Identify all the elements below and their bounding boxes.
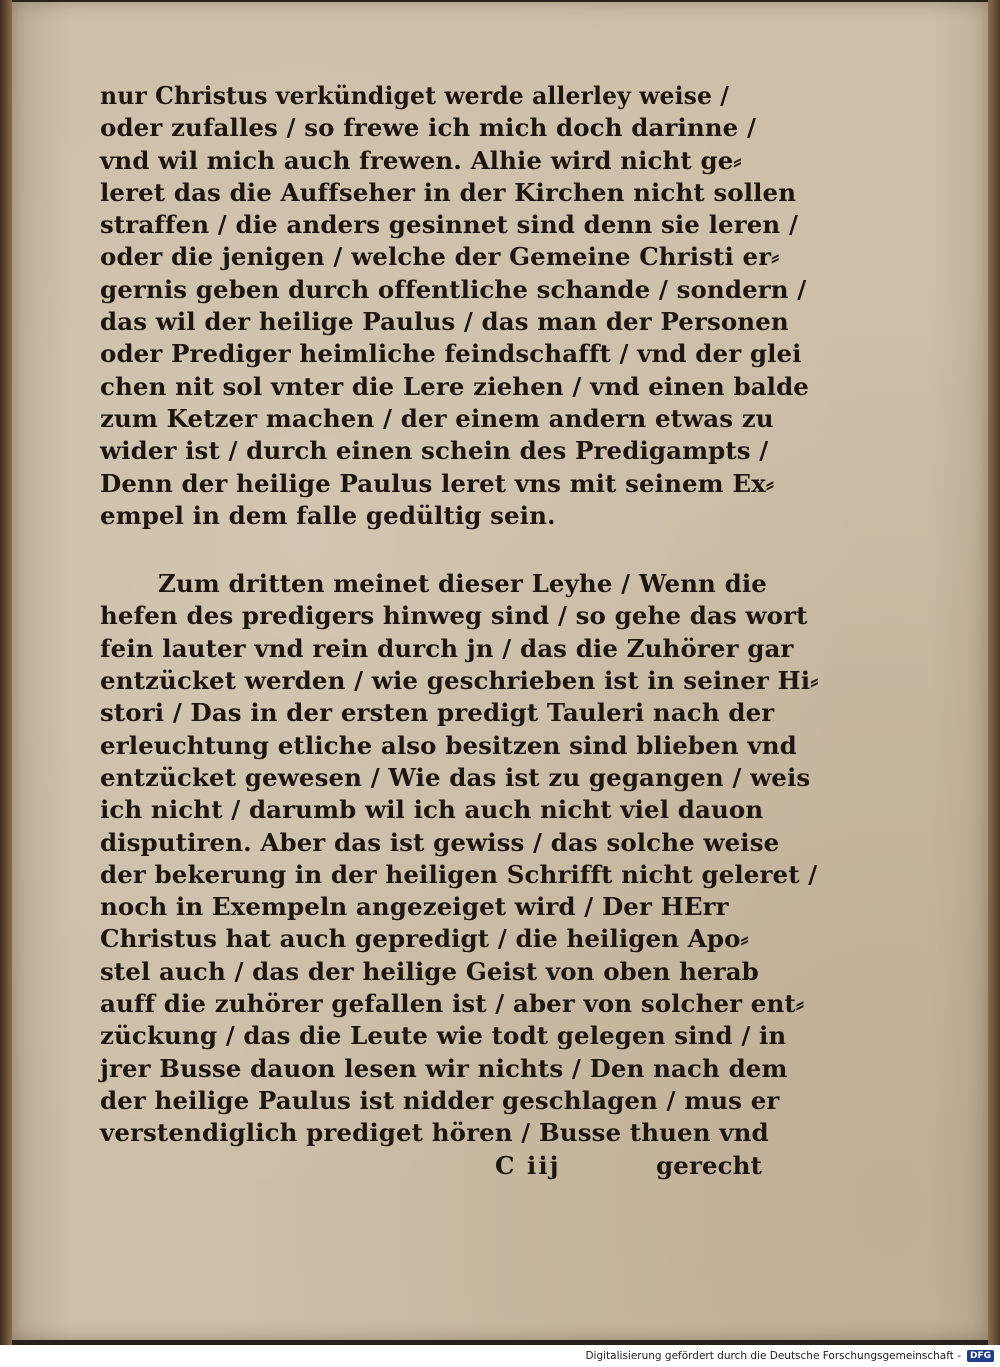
text-line: stel auch / das der heilige Geist von oben herab <box>100 956 759 986</box>
text-line: noch in Exempeln angezeiget wird / Der HErr <box>100 892 729 922</box>
text-line: Denn der heilige Paulus leret vns mit seinem Ex⸗ <box>100 468 775 498</box>
text-line: leret das die Auffseher in der Kirchen nicht sollen <box>100 177 797 207</box>
text-line: verstendiglich prediget hören / Busse thuen vnd <box>100 1118 769 1148</box>
text-line: hefen des predigers hinweg sind / so gehe das wort <box>100 601 808 631</box>
dfg-logo-icon: DFG <box>967 1350 994 1362</box>
text-line: erleuchtung etliche also besitzen sind blieben vnd <box>100 730 797 760</box>
text-line: entzücket werden / wie geschrieben ist in seiner Hi⸗ <box>100 666 819 696</box>
text-line: wider ist / durch einen schein des Predigampts / <box>100 436 769 466</box>
text-line: Zum dritten meinet dieser Leyhe / Wenn die <box>158 569 767 599</box>
book-fore-edge <box>988 0 1000 1345</box>
text-line: fein lauter vnd rein durch jn / das die Zuhörer gar <box>100 633 794 663</box>
text-line: ich nicht / darumb wil ich auch nicht viel dauon <box>100 795 764 825</box>
text-line: der heilige Paulus ist nidder geschlagen / mus er <box>100 1085 780 1115</box>
page-sheet <box>12 2 988 1340</box>
text-line: disputiren. Aber das ist gewiss / das solche weise <box>100 827 780 857</box>
text-line: gernis geben durch offentliche schande / sondern / <box>100 274 807 304</box>
digitization-footer <box>0 1345 1000 1367</box>
text-line: Christus hat auch gepredigt / die heiligen Apo⸗ <box>100 924 749 954</box>
text-line: empel in dem falle gedültig sein. <box>100 500 556 530</box>
text-block <box>100 80 819 1182</box>
catchword: gerecht <box>656 1150 762 1180</box>
text-line: vnd wil mich auch frewen. Alhie wird nicht ge⸗ <box>100 145 742 175</box>
text-line: stori / Das in der ersten predigt Tauleri nach der <box>100 698 775 728</box>
text-line: oder Prediger heimliche feindschafft / vnd der glei <box>100 339 802 369</box>
text-line: nur Christus verkündiget werde allerley weise / <box>100 81 729 110</box>
text-line: entzücket gewesen / Wie das ist zu gegangen / weis <box>100 762 811 792</box>
book-spine-edge <box>0 0 12 1345</box>
text-line: zückung / das die Leute wie todt gelegen sind / in <box>100 1021 787 1051</box>
text-line: der bekerung in der heiligen Schrifft nicht geleret / <box>100 859 818 889</box>
text-line: oder zufalles / so frewe ich mich doch darinne / <box>100 113 757 143</box>
signature-mark: C iij <box>495 1150 561 1180</box>
page-foot-line <box>100 1150 780 1182</box>
paragraph-gap <box>100 532 780 568</box>
paragraph-2 <box>100 568 819 1149</box>
footer-credit: Digitalisierung gefördert durch die Deutsche Forschungsgemeinschaft - <box>585 1350 961 1362</box>
text-line: chen nit sol vnter die Lere ziehen / vnd einen balde <box>100 371 809 401</box>
text-line: oder die jenigen / welche der Gemeine Christi er⸗ <box>100 242 780 272</box>
text-line: auff die zuhörer gefallen ist / aber von solcher ent⸗ <box>100 989 805 1019</box>
text-line: zum Ketzer machen / der einem andern etwas zu <box>100 403 774 433</box>
text-line: straffen / die anders gesinnet sind denn sie leren / <box>100 210 798 240</box>
paragraph-1 <box>100 80 809 532</box>
text-line: jrer Busse dauon lesen wir nichts / Den nach dem <box>100 1053 788 1083</box>
text-line: das wil der heilige Paulus / das man der Personen <box>100 307 789 337</box>
